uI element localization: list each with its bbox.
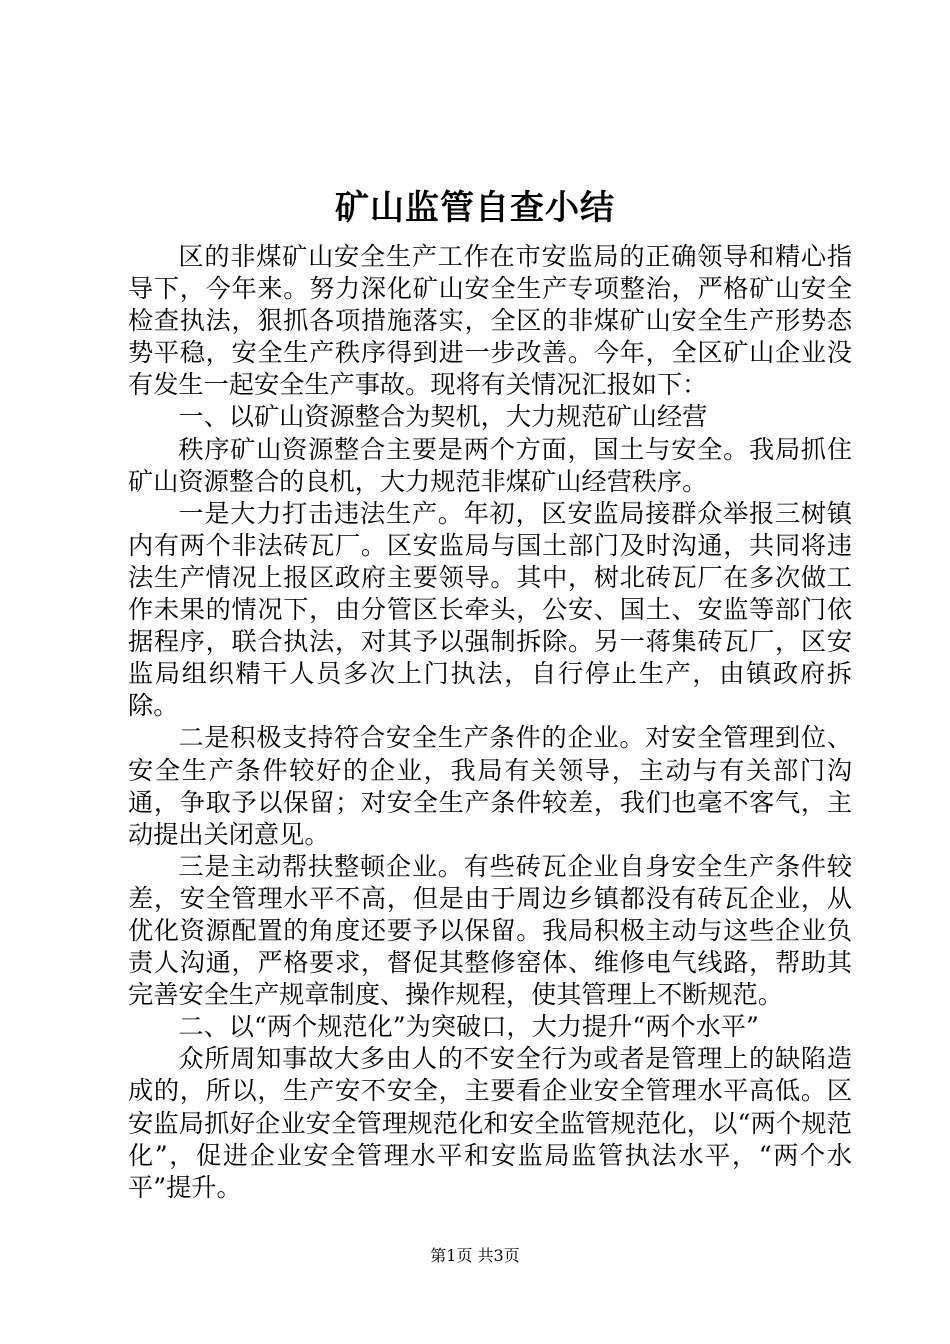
document-title: 矿山监管自查小结 xyxy=(335,188,615,228)
paragraph-support-enterprises: 二是积极支持符合安全生产条件的企业。对安全管理到位、安全生产条件较好的企业，我局有关领导，主动与有关部门沟通，争取予以保留；对安全生产条件较差，我们也毫不客气，主动提出关闭意见。 xyxy=(128,723,852,849)
paragraph-intro: 区的非煤矿山安全生产工作在市安监局的正确领导和精心指导下，今年来。努力深化矿山安全生产专项整治，严格矿山安全检查执法，狠抓各项措施落实，全区的非煤矿山安全生产形势态势平稳，安全生产秩序得到进一步改善。今年，全区矿山企业没有发生一起安全生产事故。现将有关情况汇报如下： xyxy=(128,242,852,400)
paragraph-standardization: 众所周知事故大多由人的不安全行为或者是管理上的缺陷造成的，所以，生产安不安全，主要看企业安全管理水平高低。区安监局抓好企业安全管理规范化和安全监管规范化，以“两个规范化”，促进企业安全管理水平和安监局监管执法水平，“两个水平”提升。 xyxy=(128,1044,852,1202)
section-heading-1: 一、以矿山资源整合为契机，大力规范矿山经营 xyxy=(178,402,708,432)
section-heading-2: 二、以“两个规范化”为突破口，大力提升“两个水平” xyxy=(178,1012,759,1042)
paragraph-crackdown: 一是大力打击违法生产。年初，区安监局接群众举报三树镇内有两个非法砖瓦厂。区安监局与国土部门及时沟通，共同将违法生产情况上报区政府主要领导。其中，树北砖瓦厂在多次做工作未果的情况下，由分管区长牵头，公安、国土、安监等部门依据程序，联合执法，对其予以强制拆除。另一蒋集砖瓦厂，区安监局组织精干人员多次上门执法，自行停止生产，由镇政府拆除。 xyxy=(128,498,852,721)
document-body xyxy=(128,241,852,1204)
paragraph-resource-integration: 秩序矿山资源整合主要是两个方面，国土与安全。我局抓住矿山资源整合的良机，大力规范非煤矿山经营秩序。 xyxy=(128,434,852,496)
page-indicator: 第1页 共3页 xyxy=(430,1246,520,1265)
paragraph-assist-rectification: 三是主动帮扶整顿企业。有些砖瓦企业自身安全生产条件较差，安全管理水平不高，但是由于周边乡镇都没有砖瓦企业，从优化资源配置的角度还要予以保留。我局积极主动与这些企业负责人沟通，严格要求，督促其整修窑体、维修电气线路，帮助其完善安全生产规章制度、操作规程，使其管理上不断规范。 xyxy=(128,851,852,1010)
